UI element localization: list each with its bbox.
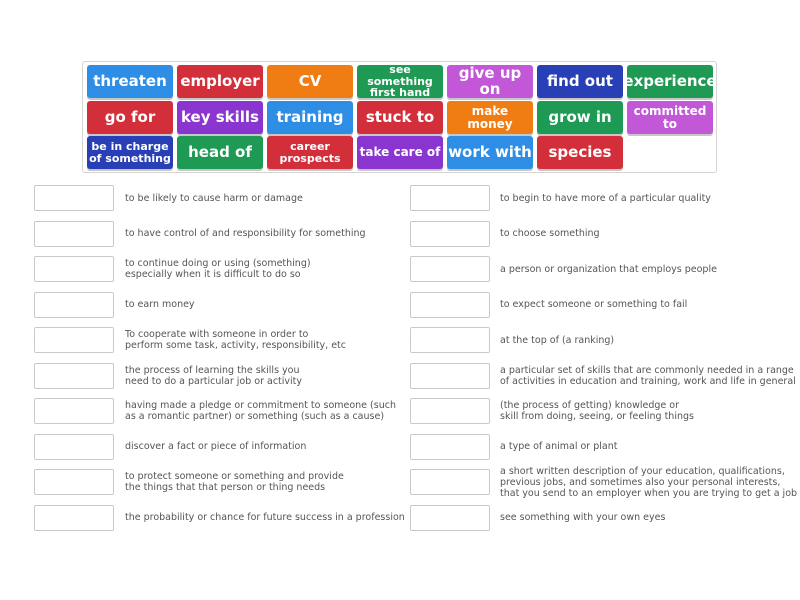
definition-text: discover a fact or piece of information [125,441,307,452]
answer-drop-box[interactable] [34,434,114,460]
definition-text: to choose something [500,228,600,239]
definition-text: (the process of getting) knowledge or skill from doing, seeing, or feeling things [500,400,694,422]
definition-text: to expect someone or something to fail [500,299,688,310]
word-tile[interactable]: experience [627,65,713,98]
word-tile[interactable]: species [537,136,623,169]
word-tile[interactable]: key skills [177,101,263,134]
definition-text: the probability or chance for future success in a profession [125,512,405,523]
answer-drop-box[interactable] [34,221,114,247]
answer-drop-box[interactable] [34,469,114,495]
word-tile[interactable]: threaten [87,65,173,98]
word-tile[interactable]: training [267,101,353,134]
answer-drop-box[interactable] [410,185,490,211]
definition-text: to begin to have more of a particular quality [500,192,711,204]
definition-text: a type of animal or plant [500,441,618,452]
answer-drop-box[interactable] [34,398,114,424]
answer-drop-box[interactable] [410,327,490,353]
answer-drop-box[interactable] [34,256,114,282]
word-tile[interactable]: give up on [447,65,533,98]
word-tile[interactable]: take care of [357,136,443,169]
word-tile[interactable]: employer [177,65,263,98]
definition-text: having made a pledge or commitment to someone (such as a romantic partner) or something (such as a cause) [125,400,396,422]
word-tile[interactable]: be in charge of something [87,136,173,169]
definition-text: to earn money [125,299,195,310]
answer-drop-box[interactable] [34,363,114,389]
word-tile[interactable]: go for [87,101,173,134]
word-tile[interactable]: stuck to [357,101,443,134]
definition-text: at the top of (a ranking) [500,334,615,346]
word-tile[interactable]: work with [447,136,533,169]
answer-drop-box[interactable] [410,221,490,247]
definition-text: to continue doing or using (something) especially when it is difficult to do so [125,258,311,280]
answer-drop-box[interactable] [410,292,490,318]
answer-drop-box[interactable] [410,398,490,424]
answer-drop-box[interactable] [34,327,114,353]
definition-text: a person or organization that employs people [500,263,717,275]
definition-text: see something with your own eyes [500,512,666,523]
answer-drop-box[interactable] [34,292,114,318]
answer-drop-box[interactable] [410,256,490,282]
word-tile[interactable]: CV [267,65,353,98]
definition-text: to protect someone or something and provide the things that that person or thing needs [125,471,344,493]
word-tile[interactable]: see something first hand [357,65,443,98]
definition-text: a particular set of skills that are commonly needed in a range of activities in education and training, work and life in general [500,364,796,387]
definition-text: to have control of and responsibility for something [125,228,366,239]
word-tile[interactable]: career prospects [267,136,353,169]
answer-drop-box[interactable] [410,469,490,495]
word-tile[interactable]: committed to [627,101,713,134]
word-tile[interactable]: find out [537,65,623,98]
answer-drop-box[interactable] [410,363,490,389]
definition-text: to be likely to cause harm or damage [125,192,303,204]
definition-text: To cooperate with someone in order to perform some task, activity, responsibility, etc [125,329,346,351]
word-tile[interactable]: make money [447,101,533,134]
answer-drop-box[interactable] [410,434,490,460]
answer-drop-box[interactable] [410,505,490,531]
definition-text: the process of learning the skills you need to do a particular job or activity [125,364,303,387]
answer-drop-box[interactable] [34,185,114,211]
word-tile[interactable]: grow in [537,101,623,134]
answer-drop-box[interactable] [34,505,114,531]
definition-text: a short written description of your education, qualifications, previous jobs, and sometimes also your personal interests, that you send to an employer when you are trying to get a job [500,465,798,499]
word-tile[interactable]: head of [177,136,263,169]
